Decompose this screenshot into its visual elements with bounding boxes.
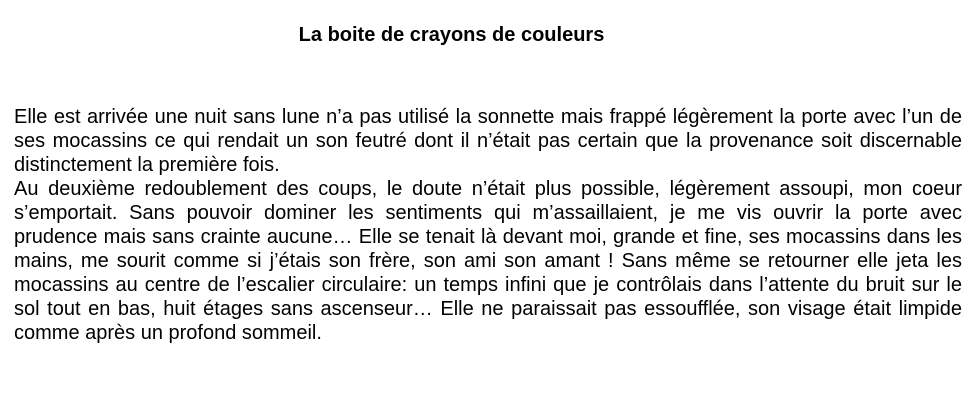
document-title: La boite de crayons de couleurs bbox=[298, 24, 605, 46]
document-body bbox=[14, 105, 962, 345]
paragraph-2: Au deuxième redoublement des coups, le doute n’était plus possible, légèrement assoupi, mon coeur s’emportait. Sans pouvoir dominer les sentiments qui m’assaillaient, je me vis ouvrir la porte avec prudence mais sans crainte aucune… Elle se tenait là devant moi, grande et fine, ses mocassins dans les mains, me sourit comme si j’étais son frère, son ami son amant ! Sans même se retourner elle jeta les mocassins au centre de l’escalier circulaire: un temps infini que je contrôlais dans l’attente du bruit sur le sol tout en bas, huit étages sans ascenseur… Elle ne paraissait pas essoufflée, son visage était limpide comme après un profond sommeil. bbox=[14, 178, 962, 344]
paragraph-1: Elle est arrivée une nuit sans lune n’a pas utilisé la sonnette mais frappé légèrement la porte avec l’un de ses mocassins ce qui rendait un son feutré dont il n’était pas certain que la provenance soit discernable distinctement la première fois. bbox=[14, 106, 962, 176]
